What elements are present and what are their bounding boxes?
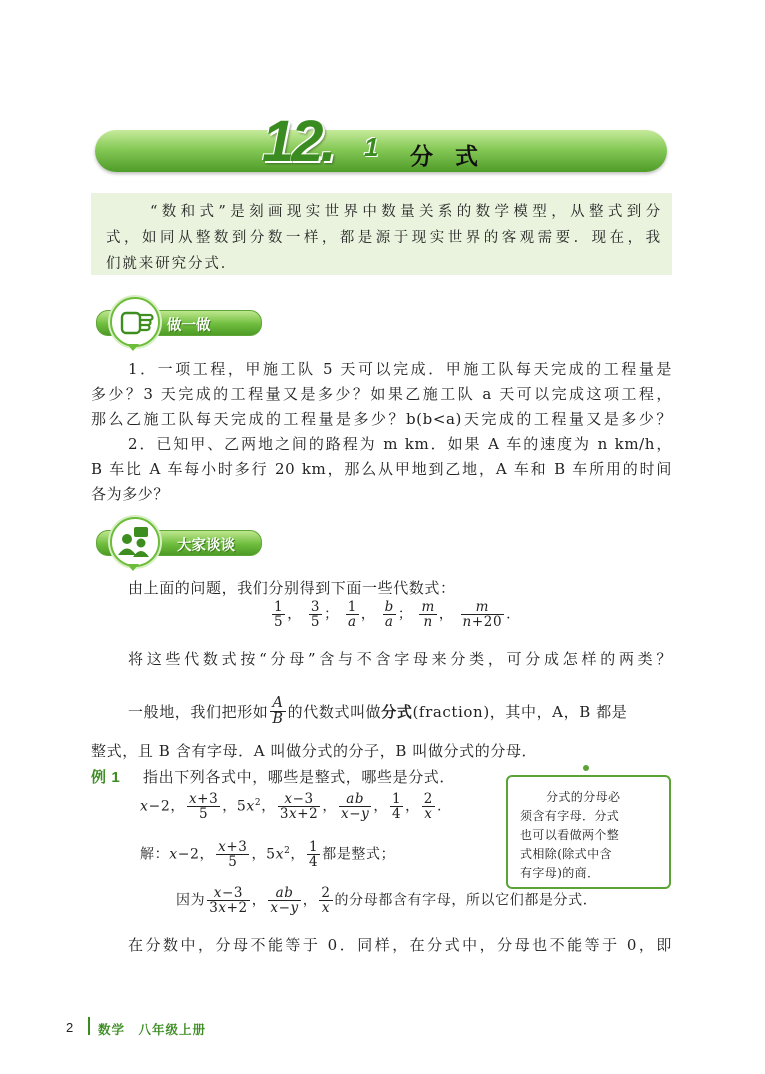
- fraction: $\frac{A}{B}$: [272, 695, 284, 728]
- body-line: 多少？3 天完成的工程量又是多少？如果乙施工队 a 天可以完成这项工程，: [91, 385, 672, 403]
- activity-label: 做一做: [167, 318, 211, 334]
- note-line: 有字母)的商．: [520, 866, 600, 880]
- chevron-down-icon: [127, 344, 139, 351]
- body-line: 在分数中，分母不能等于 0．同样，在分式中，分母也不能等于 0，即: [128, 936, 672, 954]
- example-label: 例 1: [91, 769, 121, 786]
- intro-line: 式，如同从整数到分数一样，都是源于现实世界的客观需要．现在，我: [106, 230, 662, 246]
- definition-line: [128, 696, 672, 727]
- body-line: 由上面的问题，我们分别得到下面一些代数式：: [128, 579, 456, 597]
- intro-line: 们就来研究分式．: [106, 256, 238, 272]
- body-line: B 车比 A 车每小时多行 20 km，那么从甲地到乙地，A 车和 B 车所用的时间: [91, 460, 672, 478]
- chevron-down-icon: [127, 564, 139, 571]
- fraction: $\frac{m}{n+20}$: [462, 599, 503, 631]
- book-title: 数学 八年级上册: [98, 1023, 207, 1037]
- hand-pointing-icon: [110, 297, 160, 347]
- body-line: 整式，且 B 含有字母．A 叫做分式的分子，B 叫做分式的分母．: [91, 742, 538, 760]
- intro-line: “数和式”是刻画现实世界中数量关系的数学模型，从整式到分: [150, 204, 662, 220]
- definition-text: 的代数式叫做: [287, 703, 382, 722]
- fraction: $\frac{1}{5}$: [274, 599, 284, 631]
- expression-list: $\frac{1}{5}$ ， $\frac{3}{5}$ ； $\frac{1}{a}$ ， $\frac{b}{a}$ ； $\frac{m}{n}$ ， $\frac{m}{n+20}$ .: [274, 599, 512, 631]
- body-line: 将这些代数式按“分母”含与不含字母来分类，可分成怎样的两类？: [128, 650, 672, 668]
- body-line: 那么乙施工队每天完成的工程量是多少？b(b<a)天完成的工程量又是多少？: [91, 410, 672, 428]
- fraction: $\frac{m}{n}$: [421, 599, 435, 631]
- side-note: [506, 775, 671, 889]
- note-line: 也可以看做两个整: [520, 828, 620, 842]
- solution-line: 解：x−2， $\frac{x+3}{5}$ ，$5x^2$， $\frac{1}{4}$ 都是整式；: [140, 839, 396, 871]
- note-line: 式相除(除式中含: [520, 847, 612, 861]
- example-expressions: x−2， $\frac{x+3}{5}$ ，$5x^2$， $\frac{x-3}{3x+2}$ ， $\frac{ab}{x-y}$ ， $\frac{1}{4}$ ， $\frac{2}{x}$ .: [140, 791, 443, 823]
- definition-term: 分式: [381, 703, 413, 722]
- body-line: 各为多少？: [91, 485, 170, 503]
- footer-divider: [88, 1017, 90, 1035]
- note-line: 须含有字母．分式: [520, 809, 620, 823]
- section-title: 分式: [410, 143, 500, 169]
- body-line: 2．已知甲、乙两地之间的路程为 m km．如果 A 车的速度为 n km/h，: [128, 435, 672, 453]
- discussion-people-icon: [110, 517, 160, 567]
- section-banner: [95, 130, 667, 172]
- body-line: 1．一项工程，甲施工队 5 天可以完成．甲施工队每天完成的工程量是: [128, 360, 672, 378]
- definition-text: 一般地，我们把形如: [128, 703, 269, 722]
- page-number: 2: [66, 1020, 74, 1035]
- section-number: 12.: [262, 109, 334, 174]
- activity-label: 大家谈谈: [177, 538, 235, 554]
- note-pin: [583, 765, 589, 771]
- example-prompt: 指出下列各式中，哪些是整式，哪些是分式．: [143, 768, 456, 786]
- definition-text: (fraction)，其中，A，B 都是: [412, 703, 628, 722]
- fraction: $\frac{1}{a}$: [347, 599, 357, 631]
- intro-box: [91, 193, 672, 275]
- note-line: 分式的分母必: [546, 790, 621, 804]
- section-subnumber: 1: [364, 132, 379, 162]
- fraction: $\frac{3}{5}$: [310, 599, 321, 631]
- solution-line: 因为 $\frac{x-3}{3x+2}$ ， $\frac{ab}{x-y}$ ， $\frac{2}{x}$ 的分母都含有字母，所以它们都是分式．: [176, 885, 598, 917]
- fraction: $\frac{b}{a}$: [384, 599, 394, 631]
